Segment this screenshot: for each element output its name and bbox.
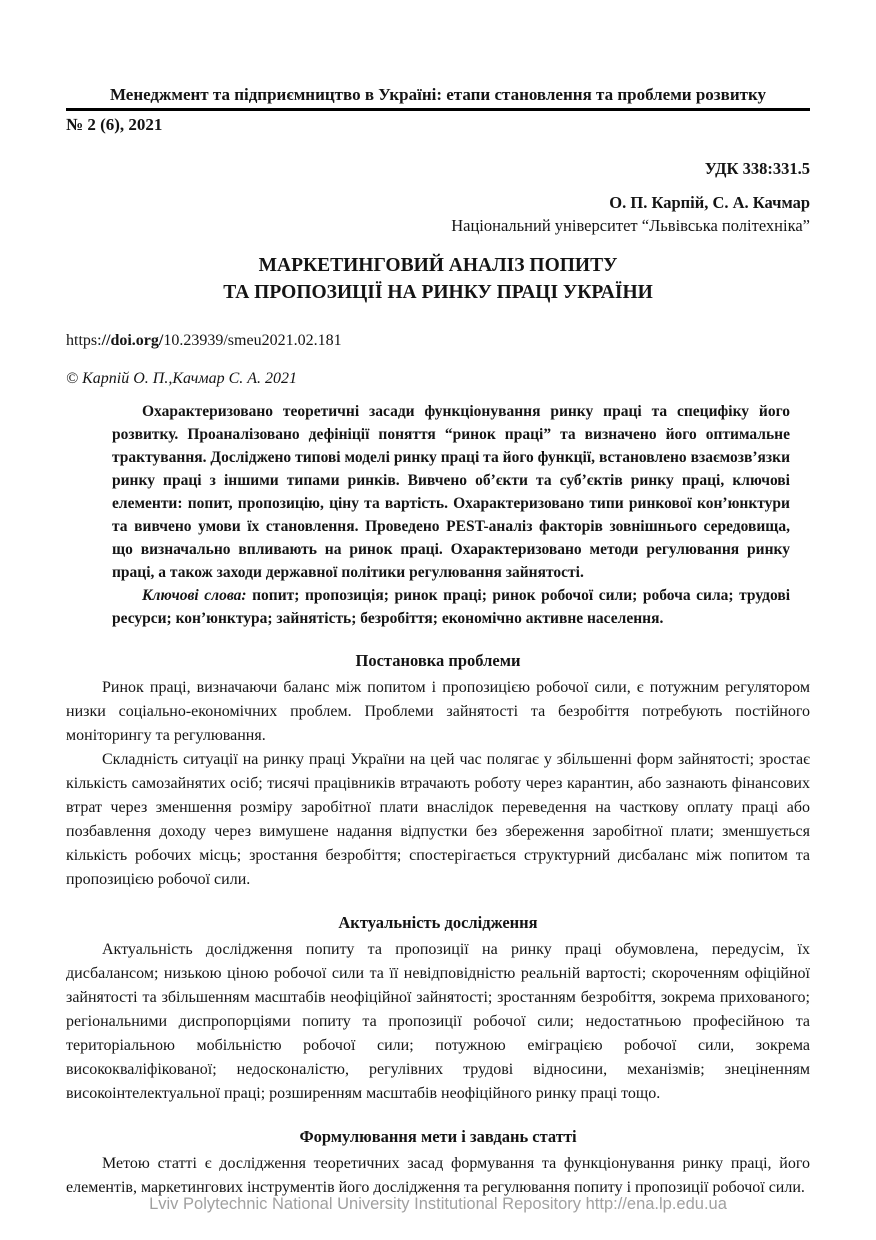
doi-line bbox=[66, 332, 810, 350]
paragraph: Метою статті є дослідження теоретичних засад формування та функціонування ринку праці, його елементів, маркетингових інструментів його дослідження та регулювання попиту і пропозиції робочої сили. bbox=[66, 1155, 810, 1196]
article-title bbox=[66, 252, 810, 306]
section-research-relevance bbox=[66, 912, 810, 1106]
doi-suffix: 10.23939/smeu2021.02.181 bbox=[163, 332, 342, 349]
article-title-line1: МАРКЕТИНГОВИЙ АНАЛІЗ ПОПИТУ bbox=[258, 255, 618, 276]
copyright-line: © Карпій О. П.,Качмар С. А. 2021 bbox=[66, 370, 298, 387]
article-title-line2: ТА ПРОПОЗИЦІЇ НА РИНКУ ПРАЦІ УКРАЇНИ bbox=[223, 282, 653, 303]
article-authors: О. П. Карпій, С. А. Качмар bbox=[609, 193, 810, 212]
repository-footer: Lviv Polytechnic National University Institutional Repository http://ena.lp.edu.ua bbox=[149, 1195, 727, 1213]
section-problem-statement bbox=[66, 650, 810, 892]
journal-issue-number: № 2 (6), 2021 bbox=[66, 115, 163, 134]
keywords-label: Ключові слова: bbox=[142, 587, 247, 604]
udc-code: УДК 338:331.5 bbox=[704, 159, 810, 178]
section-heading-research-relevance: Актуальність дослідження bbox=[338, 913, 538, 932]
abstract-block bbox=[112, 400, 790, 630]
doi-prefix: https: bbox=[66, 332, 102, 349]
section-goal-formulation bbox=[66, 1126, 810, 1200]
journal-running-head bbox=[66, 84, 810, 135]
abstract-text: Охарактеризовано теоретичні засади функціонування ринку праці та специфіку його розвитку. Проаналізовано дефініції поняття “ринок праці” та визначено його оптимальне трактування. Досліджено типові моделі ринку праці та його функції, встановлено взаємозв’язки ринку праці з іншими типами ринків. Вивчено об’єкти та суб’єктів ринку праці, ключові елементи: попит, пропозицію, ціну та вартість. Охарактеризовано типи ринкової кон’юнктури та вивчено умови їх становлення. Проведено PEST-аналіз факторів зовнішнього середовища, що визначально впливають на ринок праці. Охарактеризовано методи регулювання ринку праці, а також заходи державної політики регулювання зайнятості. bbox=[112, 403, 790, 581]
keywords-line bbox=[112, 584, 790, 630]
paragraph: Актуальність дослідження попиту та пропозиції на ринку праці обумовлена, передусім, їх дисбалансом; низькою ціною робочої сили та її невідповідністю реальній вартості; скороченням офіційної зайнятості та збільшенням масштабів неофіційної зайнятості; зростанням безробіття, зокрема прихованого; регіональними диспропорціями попиту та пропозиції робочої сили; недостатньою професійною та територіальною мобільністю робочої сили; потужною еміграцією робочої сили, зокрема висококваліфікованої; недосконалістю, регулівних трудові відносини, механізмів; знеціненням високоінтелектуальної праці; розширенням масштабів неофіційного ринку праці тощо. bbox=[66, 941, 810, 1102]
article-affiliation: Національний університет “Львівська політехніка” bbox=[451, 216, 810, 235]
journal-title: Менеджмент та підприємництво в Україні: етапи становлення та проблеми розвитку bbox=[66, 84, 810, 111]
paragraph: Ринок праці, визначаючи баланс між попитом і пропозицією робочої сили, є потужним регулятором низки соціально-економічних проблем. Проблеми зайнятості та безробіття потребують постійного моніторингу та регулювання. bbox=[66, 679, 810, 744]
section-heading-problem-statement: Постановка проблеми bbox=[355, 651, 521, 670]
keywords-text: попит; пропозиція; ринок праці; ринок робочої сили; робоча сила; трудові ресурси; кон’юнктура; зайнятість; безробіття; економічно активне населення. bbox=[112, 587, 790, 627]
section-heading-goal-formulation: Формулювання мети і завдань статті bbox=[299, 1127, 577, 1146]
paragraph: Складність ситуації на ринку праці України на цей час полягає у збільшенні форм зайнятості; зростає кількість самозайнятих осіб; тисячі працівників втрачають роботу через карантин, або зазнають фінансових втрат через зменшення розміру заробітної плати внаслідок переведення на часткову оплату праці або позбавлення доходу через вимушене надання відпустки без збереження заробітної плати; зменшується кількість робочих місць; зростання безробіття; спостерігається структурний дисбаланс між попитом та пропозицією робочої сили. bbox=[66, 751, 810, 888]
doi-bold-part: //doi.org/ bbox=[101, 332, 164, 349]
